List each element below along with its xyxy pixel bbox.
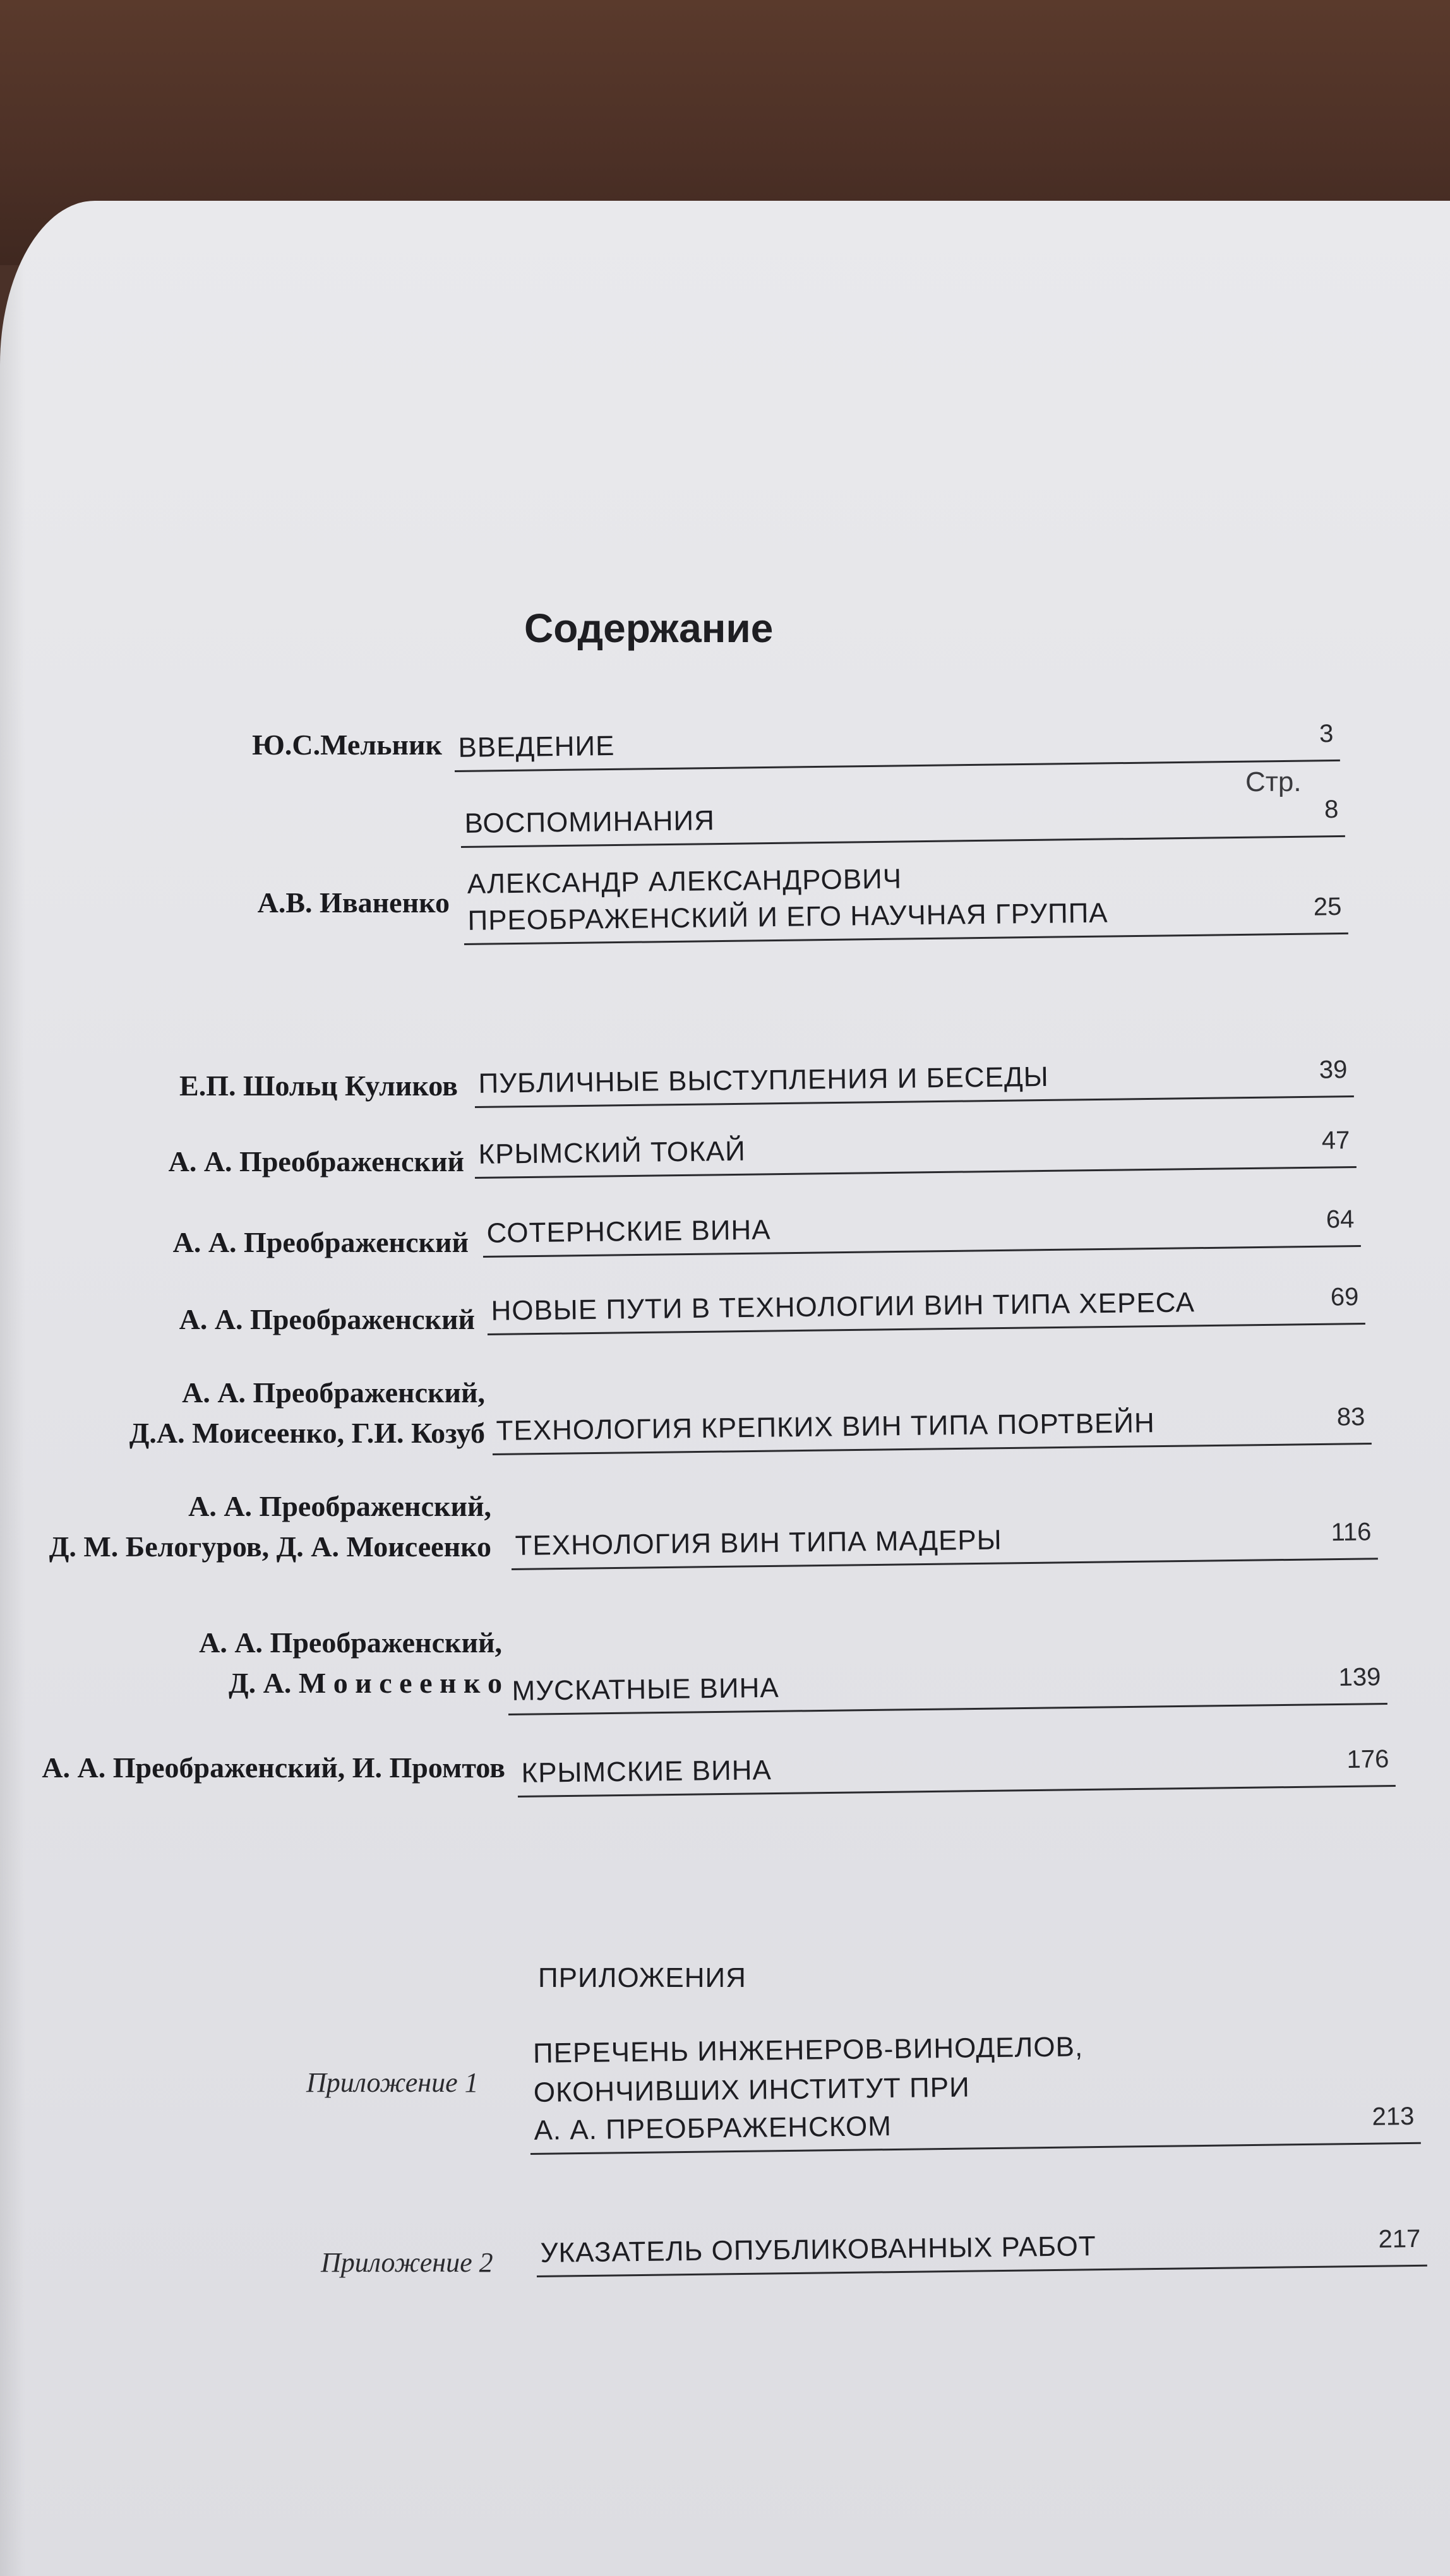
appendix-page: 213 <box>1372 2102 1415 2131</box>
toc-author: А. А. Преображенский <box>179 1303 475 1335</box>
book-page <box>0 201 1450 2576</box>
toc-entry-page: 3 <box>1319 719 1334 748</box>
appendix-title: УКАЗАТЕЛЬ ОПУБЛИКОВАННЫХ РАБОТ <box>540 2231 1096 2269</box>
page-title: Содержание <box>524 605 774 651</box>
appendix-title-line3: А. А. ПРЕОБРАЖЕНСКОМ <box>534 2111 892 2146</box>
page-column-label: Стр. <box>1245 766 1302 797</box>
toc-author: А. А. Преображенский <box>172 1226 469 1258</box>
toc-entry-page: 139 <box>1338 1663 1381 1691</box>
appendices-heading: ПРИЛОЖЕНИЯ <box>538 1962 746 1993</box>
toc-entry-title: ВОСПОМИНАНИЯ <box>464 805 716 839</box>
toc-entry[interactable] <box>463 821 1348 945</box>
toc-entry[interactable] <box>517 1693 1396 1798</box>
toc-author: Е.П. Шольц Куликов <box>179 1070 458 1102</box>
appendix-title-line1: ПЕРЕЧЕНЬ ИНЖЕНЕРОВ-ВИНОДЕЛОВ, <box>532 2031 1084 2069</box>
toc-entry[interactable] <box>491 1351 1372 1455</box>
toc-entry-page: 8 <box>1324 796 1339 824</box>
toc-entry-page: 69 <box>1330 1283 1359 1311</box>
toc-author: А. А. Преображенский, Д. М. Белогуров, Д. А. Моисеенко <box>49 1490 491 1563</box>
toc-entry[interactable] <box>510 1465 1378 1570</box>
toc-entry-title: НОВЫЕ ПУТИ В ТЕХНОЛОГИИ ВИН ТИПА ХЕРЕСА <box>491 1287 1195 1327</box>
toc-entry-page: 39 <box>1319 1056 1348 1084</box>
appendix-title-line2: ОКОНЧИВШИХ ИНСТИТУТ ПРИ <box>533 2072 970 2108</box>
toc-entry-page: 64 <box>1326 1205 1355 1234</box>
appendix-page: 217 <box>1378 2224 1421 2253</box>
toc-entry-page: 176 <box>1346 1745 1389 1774</box>
toc-author: А. А. Преображенский, Д.А. Моисеенко, Г.И. Козуб <box>129 1376 485 1449</box>
toc-entry-page: 47 <box>1321 1126 1350 1155</box>
toc-entry-title-line2: ПРЕОБРАЖЕНСКИЙ И ЕГО НАУЧНАЯ ГРУППА <box>467 897 1108 936</box>
appendix-entry[interactable] <box>529 1996 1421 2155</box>
toc-entry-title: КРЫМСКИЙ ТОКАЙ <box>478 1135 746 1170</box>
appendix-label: Приложение 2 <box>321 2247 493 2278</box>
toc-entry-title: ТЕХНОЛОГИЯ ВИН ТИПА МАДЕРЫ <box>515 1524 1002 1561</box>
appendix-entry[interactable] <box>536 2173 1427 2277</box>
toc-entry-title: ТЕХНОЛОГИЯ КРЕПКИХ ВИН ТИПА ПОРТВЕЙН <box>496 1407 1156 1446</box>
toc-entry-title-line1: АЛЕКСАНДР АЛЕКСАНДРОВИЧ <box>467 863 902 900</box>
toc-author: А.В. Иваненко <box>257 886 450 919</box>
toc-entry-title: СОТЕРНСКИЕ ВИНА <box>486 1214 771 1249</box>
toc-entry-page: 83 <box>1336 1403 1365 1431</box>
toc-author: А. А. Преображенский <box>168 1145 464 1178</box>
toc-entry-page: 116 <box>1331 1518 1372 1547</box>
toc-entry-title: ВВЕДЕНИЕ <box>458 730 615 763</box>
toc-entry[interactable] <box>486 1231 1365 1335</box>
toc-entry-title: КРЫМСКИЕ ВИНА <box>521 1755 772 1789</box>
toc-author: А. А. Преображенский, Д. А. М о и с е е н к о <box>199 1626 502 1699</box>
toc-author: Ю.С.Мельник <box>252 729 442 761</box>
toc-entry-title: МУСКАТНЫЕ ВИНА <box>512 1672 779 1707</box>
toc-entry-page: 25 <box>1313 893 1342 921</box>
appendix-label: Приложение 1 <box>306 2067 479 2098</box>
toc-author: А. А. Преображенский, И. Промтов <box>42 1751 505 1784</box>
toc-entry-title: ПУБЛИЧНЫЕ ВЫСТУПЛЕНИЯ И БЕСЕДЫ <box>478 1061 1049 1099</box>
